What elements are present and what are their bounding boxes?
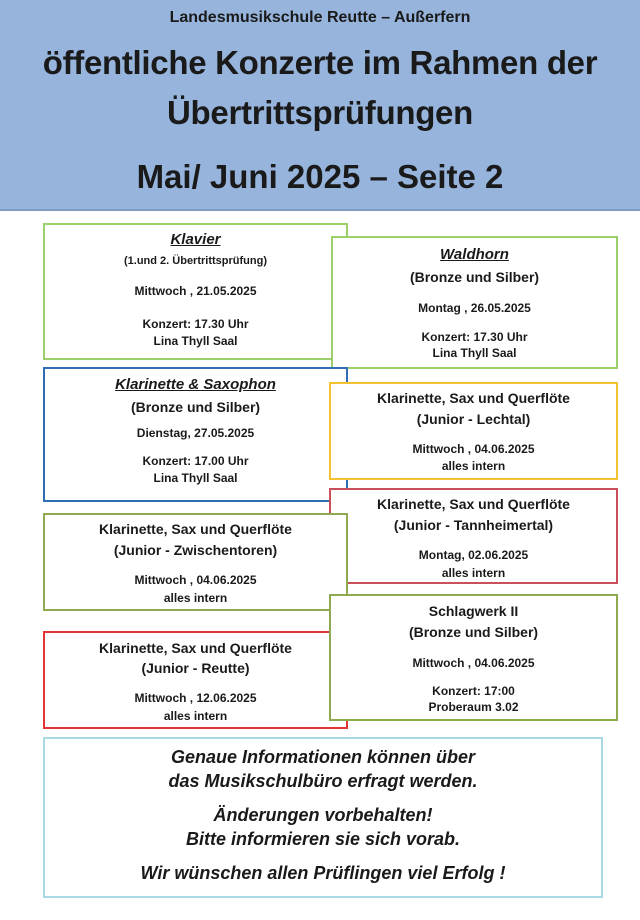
card-subtitle: (Bronze und Silber) (409, 269, 540, 285)
notice-line-2: das Musikschulbüro erfragt werden. (168, 771, 478, 791)
card-note: alles intern (163, 591, 228, 605)
notice-line-4: Bitte informieren sie sich vorab. (185, 829, 461, 849)
card-date: Mittwoch , 21.05.2025 (134, 284, 257, 298)
card-concert-time: Konzert: 17.00 Uhr (142, 454, 249, 468)
card-note: alles intern (441, 566, 506, 580)
card-date: Dienstag, 27.05.2025 (136, 426, 255, 440)
card-junior-tannheimertal (329, 488, 618, 584)
notice-line-3: Änderungen vorbehalten! (213, 805, 433, 825)
card-location: Lina Thyll Saal (153, 471, 238, 485)
card-title: Klarinette, Sax und Querflöte (377, 496, 570, 512)
card-waldhorn (331, 236, 618, 369)
page-title-line-1: öffentliche Konzerte im Rahmen der (42, 44, 598, 81)
notice-line-5: Wir wünschen allen Prüflingen viel Erfolg ! (140, 863, 506, 883)
card-note: alles intern (441, 459, 506, 473)
page-header (0, 0, 640, 211)
card-concert-time: Konzert: 17.30 Uhr (421, 330, 528, 344)
card-title: Klarinette & Saxophon (115, 376, 276, 393)
card-subtitle: (Bronze und Silber) (130, 399, 261, 415)
card-subtitle: (Junior - Lechtal) (416, 411, 531, 427)
card-date: Mittwoch , 04.06.2025 (412, 656, 535, 670)
info-notice (43, 737, 603, 898)
card-schlagwerk (329, 594, 618, 721)
card-date: Mittwoch , 12.06.2025 (134, 691, 257, 705)
card-title: Klarinette, Sax und Querflöte (99, 640, 292, 656)
card-location: Lina Thyll Saal (153, 334, 238, 348)
card-title: Schlagwerk II (428, 603, 519, 619)
card-junior-zwischentoren (43, 513, 348, 611)
organization-name: Landesmusikschule Reutte – Außerfern (169, 9, 471, 26)
card-junior-reutte (43, 631, 348, 729)
card-subtitle: (Junior - Zwischentoren) (113, 542, 278, 558)
card-subtitle: (1.und 2. Übertrittsprüfung) (124, 255, 267, 267)
card-date: Mittwoch , 04.06.2025 (412, 442, 535, 456)
card-title: Klarinette, Sax und Querflöte (99, 521, 292, 537)
card-location: Proberaum 3.02 (428, 700, 519, 714)
page-date-line: Mai/ Juni 2025 – Seite 2 (136, 158, 504, 195)
card-concert-time: Konzert: 17:00 (432, 684, 515, 698)
card-subtitle: (Junior - Reutte) (141, 660, 250, 676)
card-klarinette-saxophon (43, 367, 348, 502)
card-title: Klavier (170, 231, 221, 248)
card-date: Montag , 26.05.2025 (418, 301, 531, 315)
card-concert-time: Konzert: 17.30 Uhr (142, 317, 249, 331)
notice-line-1: Genaue Informationen können über (170, 747, 476, 767)
card-note: alles intern (163, 709, 228, 723)
card-date: Mittwoch , 04.06.2025 (134, 573, 257, 587)
card-subtitle: (Junior - Tannheimertal) (393, 517, 554, 533)
card-title: Waldhorn (440, 246, 509, 263)
card-date: Montag, 02.06.2025 (418, 548, 529, 562)
card-location: Lina Thyll Saal (432, 346, 517, 360)
card-klavier (43, 223, 348, 360)
page-title-line-2: Übertrittsprüfungen (167, 94, 473, 131)
card-junior-lechtal (329, 382, 618, 480)
card-title: Klarinette, Sax und Querflöte (377, 390, 570, 406)
card-subtitle: (Bronze und Silber) (408, 624, 539, 640)
